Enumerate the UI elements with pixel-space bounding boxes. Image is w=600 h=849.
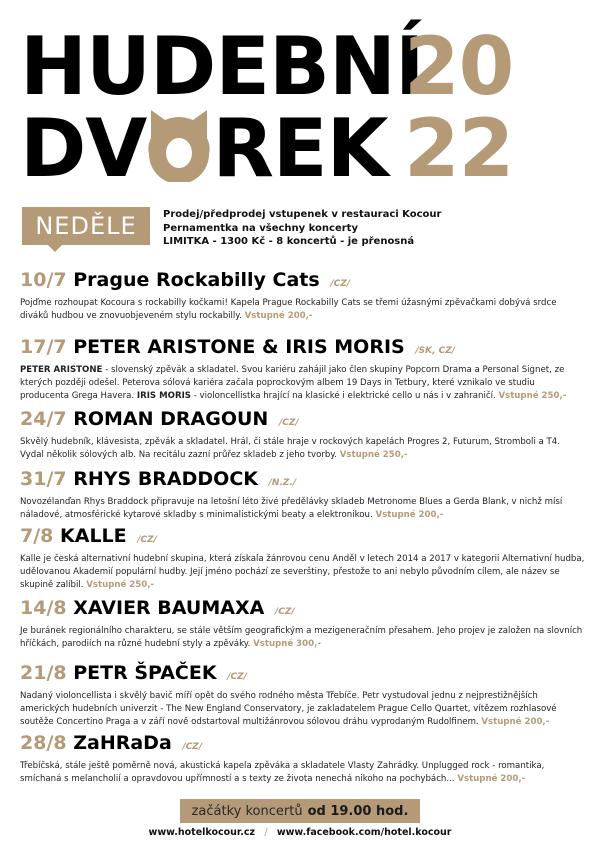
event-heading xyxy=(20,661,585,689)
event-date: 7/8 xyxy=(20,525,54,547)
event-name: ROMAN DRAGOUN xyxy=(73,408,269,430)
event-item xyxy=(20,731,585,789)
event-price: Vstupné 200,- xyxy=(457,774,526,784)
event-list xyxy=(20,268,585,789)
event-country: /CZ/ xyxy=(227,672,247,682)
event-country: /CZ/ xyxy=(137,535,157,545)
event-date: 31/7 xyxy=(20,468,67,490)
event-name: ZaHRaDa xyxy=(73,732,172,754)
event-item xyxy=(20,596,585,661)
event-date: 14/8 xyxy=(20,597,67,619)
event-description: Nadaný violoncellista i skvělý bavič míří opět do svého rodného města Třebíče. Petr vystudoval jednu z nejprestižnějších amerických hudebních univerzit - The New England Conservatory, je zakladatelem Prague Cello Quartet, vítězem rozhlasové soutěže Concertino Praga a v září nově odstartoval multižánrovou sólovou dráhu vyprodaným Rudolfinem. Vstupné 200,- xyxy=(20,691,557,727)
event-country: /SK, CZ/ xyxy=(415,346,456,356)
event-description: Třebíčská, stále ještě poměrně nová, akustická kapela zpěváka a skladatele Vlasty Zahrádky. Unplugged rock - romantika, smíchaná s melancholií a opravdovou upřímností a s texty ze života nenechá nikoho na pochybách... Vstupné 200,- xyxy=(20,761,545,784)
year-top: 20 xyxy=(404,20,514,113)
artist-name-bold: PETER ARISTONE xyxy=(20,365,103,375)
facebook-link[interactable]: www.facebook.com/hotel.kocour xyxy=(276,827,452,838)
event-heading xyxy=(20,524,585,552)
title-rek: REK xyxy=(212,102,388,195)
artist-name-bold: IRIS MORIS xyxy=(136,391,191,401)
event-date: 24/7 xyxy=(20,408,67,430)
event-country: /CZ/ xyxy=(274,607,295,617)
event-name: KALLE xyxy=(60,525,127,547)
title-word-hudebni: HUDEBNÍ xyxy=(20,20,424,113)
event-country: /N.Z./ xyxy=(268,478,297,488)
event-item xyxy=(20,467,585,524)
ticket-info xyxy=(163,208,441,249)
event-date: 21/8 xyxy=(20,662,67,684)
event-heading xyxy=(20,407,585,435)
title-line-2 xyxy=(20,104,388,194)
event-description: PETER ARISTONE - slovenský zpěvák a skladatel. Svou kariéru zahájil jako člen skupiny Popcorn Drama a Personal Signet, ze kterých později odešel. Peterova sólová kariéra začala poprockovým albem 19 Days in Tetbury, které vznikalo ve studiu producenta Grega Havera. IRIS MORIS - violoncellistka hrající na klasické i elektrické cello u nás i v zahraničí. Vstupné 250,- xyxy=(20,365,567,401)
event-name: Prague Rockabilly Cats xyxy=(73,269,320,291)
concert-start-banner xyxy=(180,799,420,823)
event-price: Vstupné 200,- xyxy=(481,717,550,727)
event-price: Vstupné 300,- xyxy=(253,639,321,649)
event-country: /CZ/ xyxy=(182,742,203,752)
event-date: 10/7 xyxy=(20,269,67,291)
event-heading xyxy=(20,467,585,495)
info-line: LIMITKA - 1300 Kč - 8 koncertů - je přenosná xyxy=(163,236,415,247)
cat-head-o-icon xyxy=(147,108,211,182)
event-price: Vstupné 250,- xyxy=(339,450,408,460)
hotel-website-link[interactable]: www.hotelkocour.cz xyxy=(148,827,256,838)
event-description: Je buránek regionálního charakteru, se stále větším geografickým a mezigeneračním přesahem. Jeho projev je založen na slovních hříčkách, parodiích na různé hudební styly a zpěváky. Vstupné 300,- xyxy=(20,626,583,649)
year-bottom: 22 xyxy=(404,102,514,195)
event-price: Vstupné 200,- xyxy=(375,510,444,520)
info-line: Prodej/předprodej vstupenek v restauraci Kocour xyxy=(163,209,442,220)
event-item xyxy=(20,335,585,407)
event-country: /CZ/ xyxy=(278,418,299,428)
event-name: RHYS BRADDOCK xyxy=(73,468,259,490)
event-description: Skvělý hudebník, klávesista, zpěvák a skladatel. Hrál, či stále hraje v rockových kapelách Progres 2, Futurum, Stromboli a T4. Vydal několik sólových alb. Na recitálu zazní průřez skladeb z jeho tvorby. Vstupné 250,- xyxy=(20,437,561,460)
event-price: Vstupné 250,- xyxy=(498,391,567,401)
start-label: začátky koncertů xyxy=(191,803,303,819)
event-date: 28/8 xyxy=(20,732,67,754)
event-description: Kalle je česká alternativní hudební skupina, která získala žánrovou cenu Anděl v letech 2014 a 2017 v kategorii Alternativní hudba, udělovanou Akademií populární hudby. Její jméno pochází ze severštiny, přestože to ani nebylo původním cílem, ale název se skupině zalíbil. Vstupné 250,- xyxy=(20,554,585,590)
event-heading xyxy=(20,335,585,363)
event-item xyxy=(20,268,585,335)
event-item xyxy=(20,524,585,596)
link-separator: / xyxy=(264,827,268,838)
event-country: /CZ/ xyxy=(330,279,351,289)
footer-links xyxy=(0,827,600,838)
event-heading xyxy=(20,731,585,759)
event-name: XAVIER BAUMAXA xyxy=(73,597,265,619)
day-badge: NEDĚLE xyxy=(22,207,150,245)
event-item xyxy=(20,661,585,731)
event-price: Vstupné 200,- xyxy=(244,311,313,321)
event-item xyxy=(20,407,585,467)
start-time: od 19.00 hod. xyxy=(307,803,409,819)
event-description: Novozélanďan Rhys Braddock připravuje na letošní léto živé předělávky skladeb Metronome Blues a Gerda Blank, v nichž mísí náladové, atmosférické kytarové skladby s minimalistickými beaty a elektronikou. Vstupné 200,- xyxy=(20,497,563,520)
event-name: PETER ARISTONE & IRIS MORIS xyxy=(73,336,405,358)
event-heading xyxy=(20,268,585,296)
event-heading xyxy=(20,596,585,624)
event-name: PETR ŠPAČEK xyxy=(73,662,217,684)
event-date: 17/7 xyxy=(20,336,67,358)
title-line-1 xyxy=(20,22,424,112)
event-description: Pojďme rozhoupat Kocoura s rockabilly kočkami! Kapela Prague Rockabilly Cats se třemi úžasnými zpěvačkami dobývá srdce diváků hudbou ve znovuobjeveném stylu rockabilly. Vstupné 200,- xyxy=(20,298,557,321)
event-price: Vstupné 250,- xyxy=(86,580,155,590)
info-line: Pernamentka na všechny koncerty xyxy=(163,222,358,234)
title-dv: DV xyxy=(20,102,147,195)
